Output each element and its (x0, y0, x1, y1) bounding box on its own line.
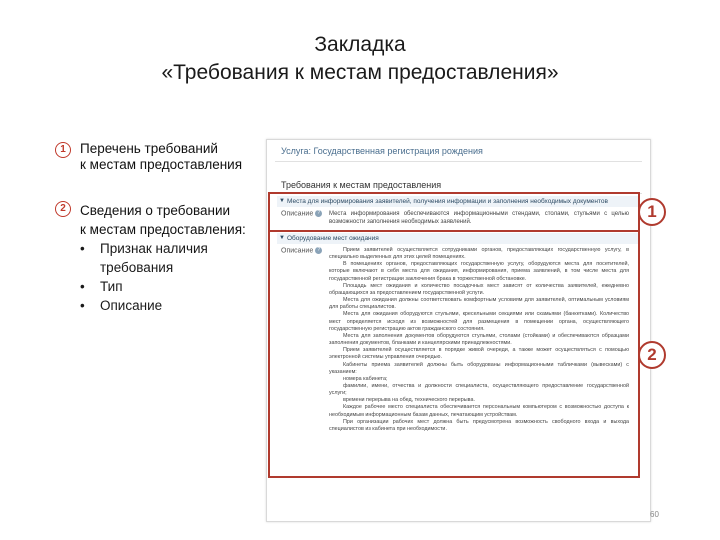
paragraph: В помещениях органов, предоставляющих государственную услугу, оборудуются места для посетителей, которые включают в себя места для ожидания, информирования, приема заявлений, в том числе места для государственной регистрации заключения брака в торжественной обстановке. (329, 261, 629, 282)
description-label-text: Описание (281, 210, 314, 218)
paragraph: фамилии, имени, отчества и должности специалиста, осуществляющего предоставление государственной услуги; (329, 382, 629, 397)
bullet-presence: Признак наличия (100, 241, 208, 256)
paragraph: Кабинеты приема заявителей должны быть оборудованы информационными табличками (вывесками) с указанием: (329, 361, 629, 375)
paragraph: Прием заявителей осуществляется сотрудниками органов, предоставляющих государственную услугу, в специально выделенных для этих целей помещениях. (329, 247, 629, 261)
paragraph: Площадь мест ожидания и количество посадочных мест зависят от количества заявителей, ежедневно обращающихся за предоставлением государственной услуги. (329, 282, 629, 296)
bullet-presence-cont: требования (100, 260, 174, 275)
paragraph: времени перерыва на обед, технического перерыва. (343, 397, 475, 404)
requirements-list-line2: к местам предоставления (80, 157, 243, 172)
divider (275, 161, 642, 162)
paragraph: номера кабинета; (343, 375, 388, 382)
slide-title-line2: «Требования к местам предоставления» (161, 61, 559, 84)
requirement-details-line1: Сведения о требовании (80, 203, 231, 218)
bullet-dot: • (80, 241, 85, 256)
paragraph: Прием заявителей осуществляется в порядке живой очереди, а также может осуществляться с помощью электронной системы управления очередью. (329, 347, 629, 361)
section1-description: Места информирования обеспечиваются информационными стендами, столами, стульями с целью возможности заполнения необходимых заявлений. (329, 211, 629, 225)
requirements-heading: Требования к местам предоставления (281, 180, 442, 190)
callout-badge-1: 1 (638, 198, 666, 226)
number-1-marker: 1 (55, 142, 71, 158)
paragraph: Места для ожидания оборудуются стульями, кресельными секциями или скамьями (банкетками). Количество мест определяется исходя из возможностей для размещения в помещении органа, осуществляющего государственную регистрацию актов гражданского состояния. (329, 311, 629, 332)
requirements-list-line1: Перечень требований (80, 141, 218, 156)
bullet-dot: • (80, 279, 85, 294)
service-link[interactable]: Услуга: Государственная регистрация рождения (281, 146, 483, 156)
bullet-type: Тип (100, 279, 123, 294)
bullet-dot: • (80, 298, 85, 313)
requirement-details-line2: к местам предоставления: (80, 222, 246, 237)
section-waiting-places-title: Оборудование мест ожидания (287, 235, 379, 242)
paragraph: При организации рабочих мест должна быть предусмотрена возможность свободного входа и выхода специалистов из кабинета при необходимости. (329, 418, 629, 432)
requirement-details-caption (80, 201, 246, 239)
paragraph: Места для заполнения документов оборудуются стульями, столами (стойками) и обеспечиваются образцами заполнения документов, бланками и канцелярскими принадлежностями. (329, 332, 629, 347)
highlight-box-2 (268, 230, 640, 478)
highlight-box-1 (268, 192, 640, 232)
paragraph: Каждое рабочее место специалиста обеспечивается персональным компьютером с возможностью доступа к необходимым информационным базам данных, печатающим устройствам. (329, 404, 629, 418)
paragraph: Места для ожидания должны соответствовать комфортным условиям для заявителей, оптимальным условиям для работы специалистов. (329, 297, 629, 311)
section-info-places-title: Места для информирования заявителей, получения информации и заполнения необходимых документов (287, 198, 608, 205)
callout-badge-2: 2 (638, 341, 666, 369)
help-icon[interactable]: ? (315, 210, 322, 217)
collapse-arrow-icon[interactable]: ▼ (279, 235, 285, 241)
collapse-arrow-icon[interactable]: ▼ (279, 198, 285, 204)
help-icon[interactable]: ? (315, 247, 322, 254)
bullet-description: Описание (100, 298, 163, 313)
description-label-text: Описание (281, 247, 314, 255)
slide-title-line1: Закладка (314, 33, 406, 56)
requirements-list-caption (80, 139, 242, 174)
page-number: 60 (650, 510, 659, 519)
number-2-marker: 2 (55, 201, 71, 217)
